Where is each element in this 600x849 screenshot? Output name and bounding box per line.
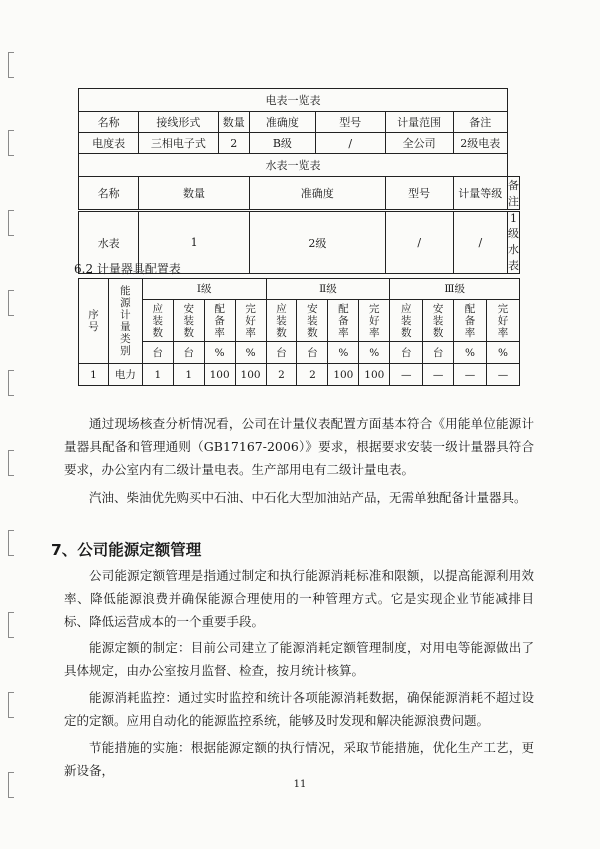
subheader-cell: 配备率 — [454, 300, 487, 342]
cell: 1 — [173, 364, 204, 386]
header-cell: 数量 — [139, 177, 250, 210]
header-cell: 计量等级 — [453, 177, 507, 210]
paragraph-quota-setting: 能源定额的制定：目前公司建立了能源消耗定额管理制度，对用电等能源做出了具体规定，由办公室按月监督、检查，按月统计核算。 — [64, 640, 534, 678]
subheader-cell: 完好率 — [235, 300, 266, 342]
binding-mark — [8, 210, 14, 236]
cell: 100 — [235, 364, 266, 386]
cell: / — [453, 212, 507, 274]
level3-header: Ⅲ级 — [390, 279, 520, 300]
water-header-row — [79, 177, 520, 210]
header-cell: 准确度 — [249, 112, 315, 133]
cell: 全公司 — [385, 133, 453, 154]
water-table-caption: 水表一览表 — [79, 154, 508, 177]
config-table-title: 6.2 计量器具配置表 — [74, 262, 181, 276]
unit-cell: % — [486, 342, 519, 364]
header-cell: 名称 — [79, 112, 139, 133]
subheader-cell: 完好率 — [486, 300, 519, 342]
unit-cell: % — [204, 342, 235, 364]
paragraph-metering-compliance: 通过现场核查分析情况看，公司在计量仪表配置方面基本符合《用能单位能源计量器具配备和管理通则（GB17167-2006）》要求，根据要求安装一级计量器具符合要求，办公室内有二级计量电表。生产部用电有二级计量电表。 — [64, 416, 534, 477]
subheader-cell: 安装数 — [297, 300, 328, 342]
cell: 2级 — [249, 212, 385, 274]
level1-header: Ⅰ级 — [142, 279, 266, 300]
cell: B级 — [249, 133, 315, 154]
cell: 100 — [328, 364, 359, 386]
paragraph-saving-measures: 节能措施的实施：根据能源定额的执行情况，采取节能措施，优化生产工艺，更新设备， — [64, 740, 534, 778]
binding-mark — [8, 290, 14, 316]
binding-mark — [8, 130, 14, 156]
cell: — — [390, 364, 423, 386]
header-cell: 备注 — [453, 112, 507, 133]
cell: 100 — [359, 364, 390, 386]
header-cell: 名称 — [79, 177, 139, 210]
header-cell: 准确度 — [249, 177, 385, 210]
header-cell: 型号 — [385, 177, 453, 210]
cell: 电度表 — [79, 133, 139, 154]
cell: 电力 — [108, 364, 142, 386]
binding-mark — [8, 370, 14, 396]
config-data-row — [79, 364, 520, 386]
paragraph-quota-management: 公司能源定额管理是指通过制定和执行能源消耗标准和限额，以提高能源利用效率、降低能源浪费并确保能源合理使用的一种管理方式。它是实现企业节能减排目标、降低运营成本的一个重要手段。 — [64, 568, 534, 629]
page-number: 11 — [293, 779, 307, 790]
unit-cell: % — [235, 342, 266, 364]
section-heading: 7、公司能源定额管理 — [51, 541, 202, 559]
unit-cell: % — [454, 342, 487, 364]
unit-cell: 台 — [297, 342, 328, 364]
binding-mark — [8, 450, 14, 476]
subheader-cell: 应装数 — [390, 300, 423, 342]
meter-overview-table — [78, 88, 520, 210]
unit-cell: 台 — [142, 342, 173, 364]
unit-cell: 台 — [173, 342, 204, 364]
subheader-cell: 安装数 — [173, 300, 204, 342]
cell: 2 — [266, 364, 297, 386]
type-header: 能源计量类别 — [108, 279, 142, 364]
cell: / — [385, 212, 453, 274]
subheader-cell: 应装数 — [142, 300, 173, 342]
unit-cell: % — [359, 342, 390, 364]
cell: 2 — [297, 364, 328, 386]
cell: 1 — [79, 364, 109, 386]
cell: 1级水表 — [508, 212, 519, 272]
level2-header: Ⅱ级 — [266, 279, 390, 300]
paragraph-consumption-monitoring: 能源消耗监控：通过实时监控和统计各项能源消耗数据，确保能源消耗不超过设定的定额。应用自动化的能源监控系统，能够及时发现和解决能源浪费问题。 — [64, 690, 534, 728]
cell: 1 — [139, 212, 250, 274]
electric-table-caption: 电表一览表 — [79, 89, 508, 112]
electric-header-row — [79, 112, 520, 133]
unit-cell: 台 — [390, 342, 423, 364]
cell: / — [315, 133, 385, 154]
subheader-cell: 安装数 — [423, 300, 454, 342]
binding-mark — [8, 612, 14, 638]
electric-data-row — [79, 133, 520, 154]
header-cell: 型号 — [315, 112, 385, 133]
unit-cell: % — [328, 342, 359, 364]
header-cell: 备注 — [508, 177, 520, 210]
cell: 100 — [204, 364, 235, 386]
binding-mark — [8, 52, 14, 78]
unit-cell: 台 — [266, 342, 297, 364]
binding-mark — [8, 692, 14, 718]
subheader-cell: 应装数 — [266, 300, 297, 342]
binding-mark — [8, 530, 14, 556]
config-table — [78, 278, 520, 386]
paragraph-fuel-purchase: 汽油、柴油优先购买中石油、中石化大型加油站产品，无需单独配备计量器具。 — [89, 490, 527, 505]
cell: 1 — [142, 364, 173, 386]
unit-cell: 台 — [423, 342, 454, 364]
cell: — — [423, 364, 454, 386]
subheader-cell: 配备率 — [328, 300, 359, 342]
seq-header: 序号 — [79, 279, 109, 364]
cell: 2级电表 — [453, 133, 507, 154]
header-cell: 数量 — [218, 112, 249, 133]
header-cell: 接线形式 — [139, 112, 218, 133]
cell: — — [486, 364, 519, 386]
subheader-cell: 完好率 — [359, 300, 390, 342]
cell: 三相电子式 — [139, 133, 218, 154]
cell: 2 — [218, 133, 249, 154]
cell: — — [454, 364, 487, 386]
subheader-cell: 配备率 — [204, 300, 235, 342]
header-cell: 计量范围 — [385, 112, 453, 133]
cell: 水表 — [79, 212, 139, 274]
